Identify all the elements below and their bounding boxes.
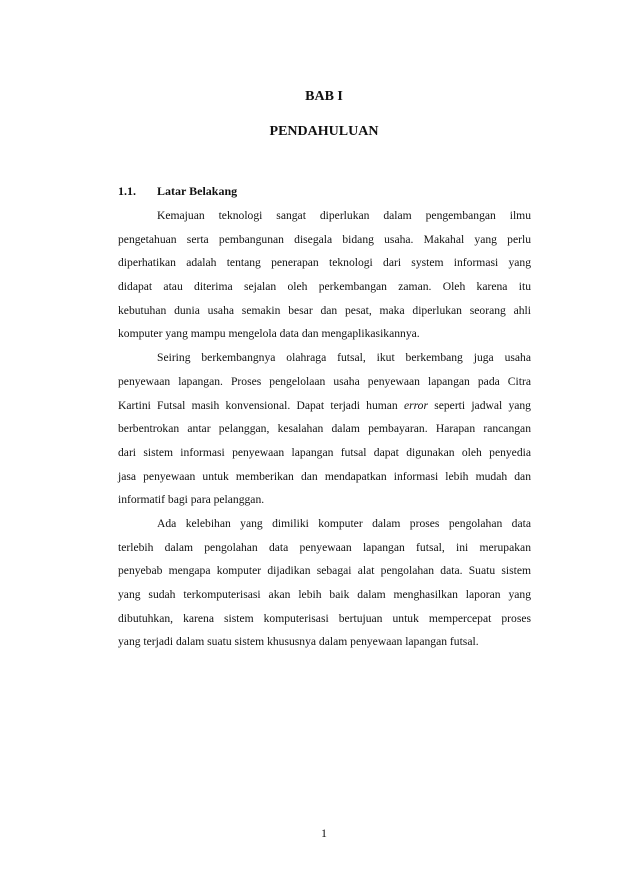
paragraph-line: diperhatikan adalah tentang penerapan teknologi dari system informasi yang xyxy=(118,256,531,270)
page-number: 1 xyxy=(321,826,327,840)
paragraph xyxy=(118,204,531,346)
paragraph-line: terlebih dalam pengolahan data penyewaan lapangan futsal, ini merupakan xyxy=(118,540,531,554)
section-title: Latar Belakang xyxy=(157,184,238,198)
paragraph-line: informatif bagi para pelanggan. xyxy=(118,493,265,507)
paragraph xyxy=(118,346,531,512)
section-heading xyxy=(118,184,237,199)
paragraph-line: didapat atau diterima sejalan oleh perkembangan zaman. Oleh karena itu xyxy=(118,280,531,294)
paragraph-line: dibutuhkan, karena sistem komputerisasi bertujuan untuk mempercepat proses xyxy=(118,611,531,625)
paragraph-line: yang sudah terkomputerisasi akan lebih baik dalam menghasilkan laporan yang xyxy=(118,588,531,601)
paragraph-line: Seiring berkembangnya olahraga futsal, ikut berkembang juga usaha xyxy=(157,351,531,365)
paragraph-line: pengetahuan serta pembangunan disegala bidang usaha. Makahal yang perlu xyxy=(118,232,531,246)
chapter-number: BAB I xyxy=(305,89,343,104)
paragraph-line: kebutuhan dunia usaha semakin besar dan pesat, maka diperlukan seorang ahli xyxy=(118,303,531,317)
chapter-title: PENDAHULUAN xyxy=(269,124,379,139)
paragraph-line: berbentrokan antar pelanggan, kesalahan dalam pembayaran. Harapan rancangan xyxy=(118,422,531,436)
paragraph-line: penyebab mengapa komputer dijadikan sebagai alat pengolahan data. Suatu sistem xyxy=(118,564,531,578)
paragraph-line: yang terjadi dalam suatu sistem khususnya dalam penyewaan lapangan futsal. xyxy=(118,635,479,649)
paragraph-line: Kemajuan teknologi sangat diperlukan dalam pengembangan ilmu xyxy=(157,209,531,222)
body-text xyxy=(118,204,531,654)
section-number: 1.1. xyxy=(118,184,136,198)
paragraph-line: komputer yang mampu mengelola data dan mengaplikasikannya. xyxy=(118,327,420,341)
paragraph-line: jasa penyewaan untuk memberikan dan mendapatkan informasi lebih mudah dan xyxy=(118,469,531,483)
paragraph-line: penyewaan lapangan. Proses pengelolaan usaha penyewaan lapangan pada Citra xyxy=(118,374,531,388)
paragraph-line: dari sistem informasi penyewaan lapangan futsal dapat digunakan oleh penyedia xyxy=(118,445,531,459)
paragraph xyxy=(118,512,531,654)
paragraph-line: Kartini Futsal masih konvensional. Dapat terjadi human error seperti jadwal yang xyxy=(118,398,531,412)
paragraph-line: Ada kelebihan yang dimiliki komputer dalam proses pengolahan data xyxy=(157,516,531,530)
